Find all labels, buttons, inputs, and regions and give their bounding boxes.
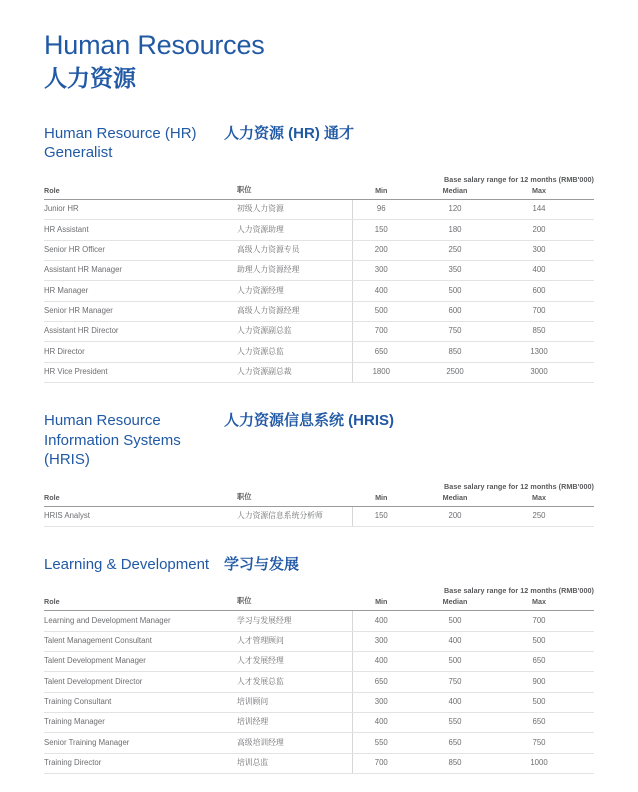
cell-min: 200 [352,240,426,260]
cell-max: 250 [500,506,594,526]
column-header-max: Max [500,492,594,507]
column-header-role: Role [44,492,229,507]
column-header-min: Min [352,596,426,611]
column-header-role: Role [44,596,229,611]
cell-role: Training Consultant [44,692,229,712]
cell-max: 650 [500,652,594,672]
page-title-en: Human Resources [44,30,265,60]
cell-role-zh: 初级人力资源 [229,199,352,219]
cell-role-zh: 培训顾问 [229,692,352,712]
column-header-median: Median [426,185,500,200]
cell-role: Training Director [44,753,229,773]
column-header-role-zh: 职位 [229,492,352,507]
cell-max: 850 [500,321,594,341]
column-header-min: Min [352,492,426,507]
table-row [44,733,594,753]
cell-role: Junior HR [44,199,229,219]
cell-role: HR Director [44,342,229,362]
cell-min: 700 [352,753,426,773]
cell-min: 400 [352,611,426,631]
section-heading-en: Learning & Development [44,555,210,573]
salary-table [44,185,594,383]
cell-max: 700 [500,611,594,631]
cell-role: HRIS Analyst [44,506,229,526]
cell-median: 200 [426,506,500,526]
salary-table [44,596,594,774]
cell-role: Training Manager [44,713,229,733]
table-row [44,672,594,692]
cell-median: 850 [426,753,500,773]
cell-role-zh: 高级培训经理 [229,733,352,753]
table-row [44,692,594,712]
table-row [44,321,594,341]
cell-median: 2500 [426,362,500,382]
cell-role-zh: 学习与发展经理 [229,611,352,631]
cell-min: 150 [352,506,426,526]
cell-role: Assistant HR Director [44,321,229,341]
section-heading-zh: 人力资源 (HR) 通才 [224,124,354,142]
column-header-role-zh: 职位 [229,596,352,611]
cell-median: 550 [426,713,500,733]
section-heading [44,555,594,575]
column-header-max: Max [500,185,594,200]
section-heading-zh: 人力资源信息系统 (HRIS) [224,412,394,429]
cell-role: Assistant HR Manager [44,260,229,280]
cell-median: 750 [426,672,500,692]
cell-max: 1000 [500,753,594,773]
cell-median: 400 [426,631,500,651]
cell-max: 200 [500,220,594,240]
cell-min: 300 [352,631,426,651]
cell-role: Senior HR Manager [44,301,229,321]
section-heading-en: Human Resource Information Systems (HRIS) [44,412,181,468]
cell-role: Senior HR Officer [44,240,229,260]
cell-min: 400 [352,281,426,301]
cell-role: Talent Development Manager [44,652,229,672]
page-title [44,0,594,92]
column-header-min: Min [352,185,426,200]
table-row [44,301,594,321]
cell-role-zh: 人力资源信息系统分析师 [229,506,352,526]
cell-max: 750 [500,733,594,753]
cell-max: 300 [500,240,594,260]
table-row [44,199,594,219]
table-row [44,611,594,631]
section-heading [44,411,594,470]
table-row [44,631,594,651]
cell-min: 400 [352,713,426,733]
cell-role-zh: 高级人力资源经理 [229,301,352,321]
cell-min: 300 [352,692,426,712]
cell-max: 500 [500,692,594,712]
cell-max: 500 [500,631,594,651]
cell-min: 650 [352,342,426,362]
salary-band-caption: Base salary range for 12 months (RMB'000) [444,481,594,491]
cell-max: 900 [500,672,594,692]
table-row [44,652,594,672]
table-header-row [44,492,594,507]
cell-max: 3000 [500,362,594,382]
column-header-role-zh: 职位 [229,185,352,200]
table-header-row [44,596,594,611]
table-row [44,753,594,773]
table-row [44,342,594,362]
cell-max: 144 [500,199,594,219]
cell-role-zh: 人力资源经理 [229,281,352,301]
cell-role-zh: 人才管理顾问 [229,631,352,651]
cell-role-zh: 培训经理 [229,713,352,733]
table-row [44,281,594,301]
cell-role-zh: 人才发展总监 [229,672,352,692]
cell-min: 700 [352,321,426,341]
cell-median: 750 [426,321,500,341]
salary-band-caption: Base salary range for 12 months (RMB'000) [444,174,594,184]
sections-container [44,124,594,774]
cell-median: 500 [426,652,500,672]
section-heading [44,124,594,163]
cell-role: HR Vice President [44,362,229,382]
table-row [44,506,594,526]
cell-median: 600 [426,301,500,321]
cell-median: 120 [426,199,500,219]
cell-max: 400 [500,260,594,280]
cell-role-zh: 人力资源副总监 [229,321,352,341]
cell-role: Learning and Development Manager [44,611,229,631]
cell-min: 650 [352,672,426,692]
salary-section [44,411,594,527]
cell-min: 1800 [352,362,426,382]
cell-median: 180 [426,220,500,240]
cell-median: 250 [426,240,500,260]
salary-table [44,492,594,527]
cell-min: 96 [352,199,426,219]
salary-section [44,124,594,383]
cell-median: 350 [426,260,500,280]
cell-max: 650 [500,713,594,733]
cell-min: 400 [352,652,426,672]
cell-median: 850 [426,342,500,362]
cell-min: 550 [352,733,426,753]
cell-min: 500 [352,301,426,321]
cell-median: 500 [426,611,500,631]
cell-role-zh: 人才发展经理 [229,652,352,672]
salary-section [44,555,594,774]
cell-role: Talent Development Director [44,672,229,692]
cell-role: HR Manager [44,281,229,301]
section-heading-en: Human Resource (HR) Generalist [44,124,197,162]
cell-median: 500 [426,281,500,301]
table-row [44,260,594,280]
column-header-role: Role [44,185,229,200]
cell-max: 600 [500,281,594,301]
cell-role: Talent Management Consultant [44,631,229,651]
cell-min: 300 [352,260,426,280]
cell-median: 400 [426,692,500,712]
cell-role-zh: 高级人力资源专员 [229,240,352,260]
table-row [44,240,594,260]
table-row [44,713,594,733]
cell-role-zh: 助理人力资源经理 [229,260,352,280]
column-header-median: Median [426,492,500,507]
cell-max: 1300 [500,342,594,362]
table-header-row [44,185,594,200]
table-row [44,220,594,240]
cell-role-zh: 人力资源副总裁 [229,362,352,382]
page-title-zh: 人力资源 [44,64,136,91]
cell-role: Senior Training Manager [44,733,229,753]
cell-role-zh: 人力资源总监 [229,342,352,362]
cell-role-zh: 培训总监 [229,753,352,773]
cell-median: 650 [426,733,500,753]
column-header-median: Median [426,596,500,611]
cell-min: 150 [352,220,426,240]
cell-role: HR Assistant [44,220,229,240]
cell-role-zh: 人力资源助理 [229,220,352,240]
cell-max: 700 [500,301,594,321]
table-row [44,362,594,382]
column-header-max: Max [500,596,594,611]
section-heading-zh: 学习与发展 [224,555,300,573]
salary-band-caption: Base salary range for 12 months (RMB'000) [444,586,594,596]
